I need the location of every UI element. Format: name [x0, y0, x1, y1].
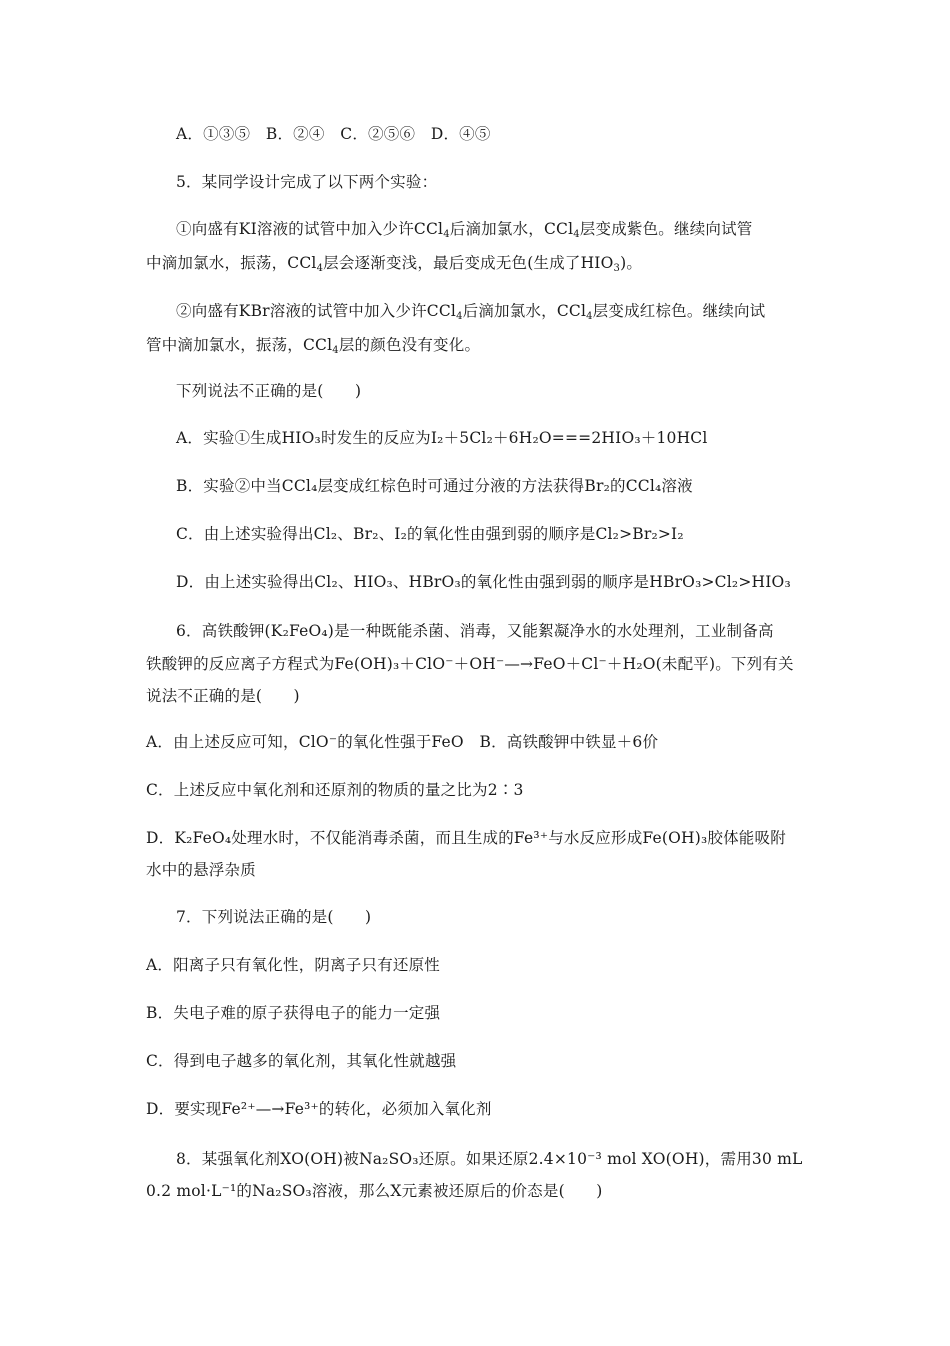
q7-option-d: D．要实现Fe²⁺—→Fe³⁺的转化，必须加入氧化剂 — [146, 1100, 492, 1118]
q7-option-a: A．阳离子只有氧化性，阴离子只有还原性 — [146, 956, 440, 974]
q5-stem: 5．某同学设计完成了以下两个实验： — [176, 173, 438, 191]
q8-stem-line-1: 8．某强氧化剂XO(OH)被Na₂SO₃还原。如果还原2.4×10⁻³ mol XO(OH)，需用30 mL — [176, 1150, 803, 1168]
q7-option-b: B．失电子难的原子获得电子的能力一定强 — [146, 1004, 441, 1022]
q5-prompt: 下列说法不正确的是( ) — [176, 382, 362, 400]
q5-option-b: B．实验②中当CCl₄层变成红棕色时可通过分液的方法获得Br₂的CCl₄溶液 — [176, 477, 693, 495]
q6-option-d-line-1: D．K₂FeO₄处理水时，不仅能消毒杀菌，而且生成的Fe³⁺与水反应形成Fe(OH)₃胶体能吸附 — [146, 829, 786, 847]
q5-option-d: D．由上述实验得出Cl₂、HIO₃、HBrO₃的氧化性由强到弱的顺序是HBrO₃>Cl₂>HIO₃ — [176, 573, 791, 591]
q5-option-c: C．由上述实验得出Cl₂、Br₂、I₂的氧化性由强到弱的顺序是Cl₂>Br₂>I₂ — [176, 525, 684, 543]
q6-stem-line-2: 铁酸钾的反应离子方程式为Fe(OH)₃＋ClO⁻＋OH⁻—→FeO＋Cl⁻＋H₂O(未配平)。下列有关 — [146, 655, 794, 673]
q8-stem-line-2: 0.2 mol·L⁻¹的Na₂SO₃溶液，那么X元素被还原后的价态是( ) — [146, 1182, 603, 1200]
q6-stem-line-1: 6．高铁酸钾(K₂FeO₄)是一种既能杀菌、消毒，又能絮凝净水的水处理剂，工业制备高 — [176, 622, 774, 640]
q6-option-c: C．上述反应中氧化剂和还原剂的物质的量之比为2∶3 — [146, 781, 524, 799]
q5-experiment-2: ②向盛有KBr溶液的试管中加入少许CCl$_4$后滴加氯水，CCl$_4$层变成红棕色。继续向试 管中滴加氯水，振荡，CCl$_4$层的颜色没有变化。 — [146, 302, 766, 356]
q6-stem-line-3: 说法不正确的是( ) — [146, 687, 300, 705]
q4-options: A．①③⑤ B．②④ C．②⑤⑥ D．④⑤ — [176, 125, 491, 143]
q5-option-a: A．实验①生成HIO₃时发生的反应为I₂＋5Cl₂＋6H₂O===2HIO₃＋10HCl — [176, 429, 708, 447]
q7-stem: 7．下列说法正确的是( ) — [176, 908, 372, 926]
q5-experiment-1: ①向盛有KI溶液的试管中加入少许CCl$_4$后滴加氯水，CCl$_4$层变成紫色。继续向试管 中滴加氯水，振荡，CCl$_4$层会逐渐变浅，最后变成无色(生成了$HIO_3$)。 — [146, 220, 753, 274]
q6-option-d-line-2: 水中的悬浮杂质 — [146, 861, 256, 879]
q7-option-c: C．得到电子越多的氧化剂，其氧化性就越强 — [146, 1052, 457, 1070]
q6-option-ab: A．由上述反应可知，ClO⁻的氧化性强于FeO B．高铁酸钾中铁显＋6价 — [146, 733, 659, 751]
